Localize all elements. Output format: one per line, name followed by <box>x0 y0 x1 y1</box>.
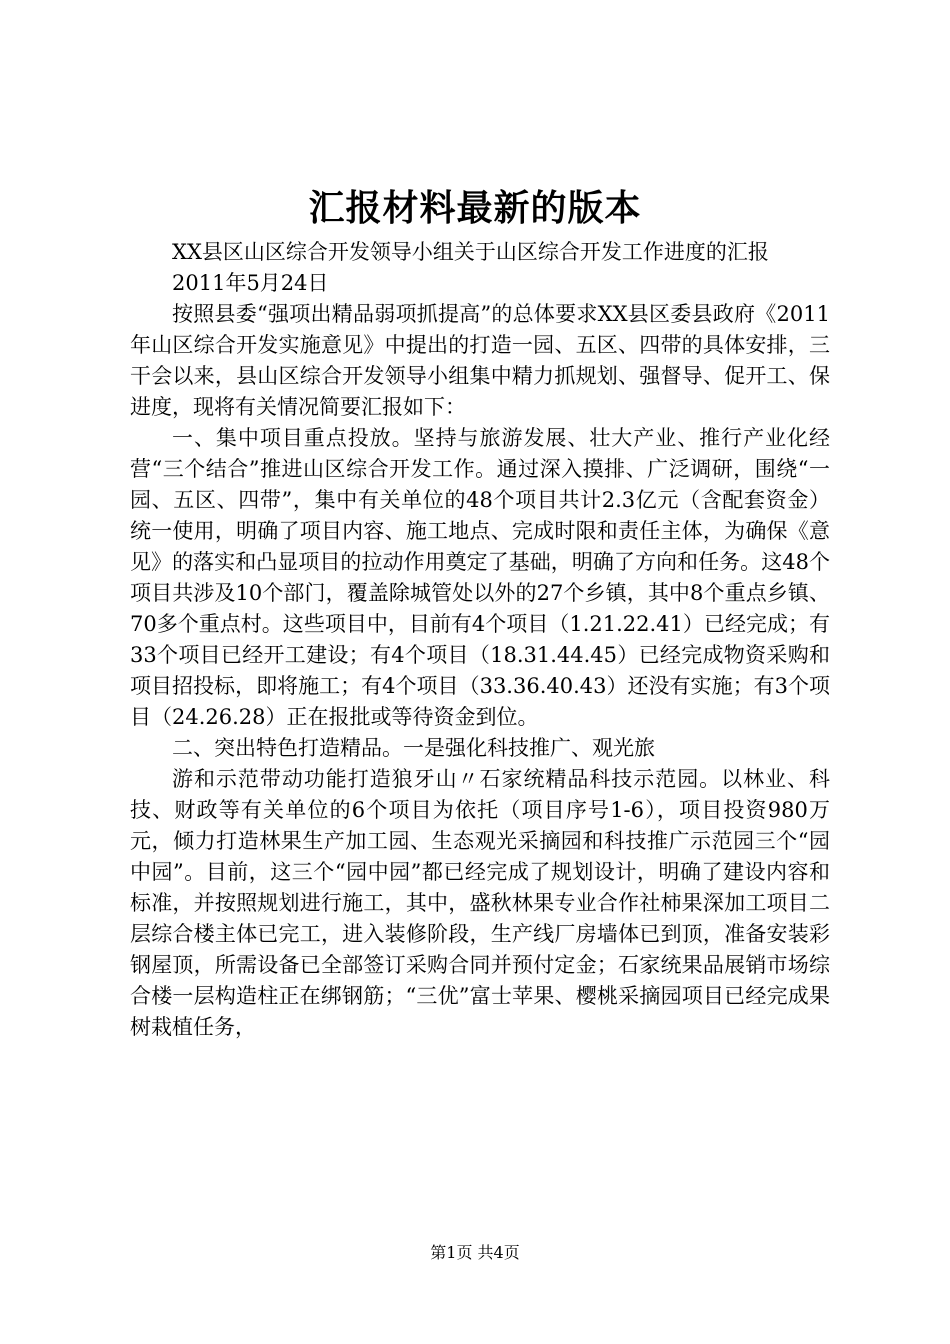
page-footer: 第1页 共4页 <box>430 1243 520 1262</box>
document-body <box>130 237 830 1043</box>
paragraph-intro: 按照县委“强项出精品弱项抓提高”的总体要求XX县区委县政府《2011年山区综合开发实施意见》中提出的打造一园、五区、四带的具体安排，三干会以来，县山区综合开发领导小组集中精力抓规划、强督导、促开工、保进度，现将有关情况简要汇报如下： <box>130 302 830 419</box>
paragraph-section-one: 一、集中项目重点投放。坚持与旅游发展、壮大产业、推行产业化经营“三个结合”推进山区综合开发工作。通过深入摸排、广泛调研，围绕“一园、五区、四带”，集中有关单位的48个项目共计2.3亿元（含配套资金）统一使用，明确了项目内容、施工地点、完成时限和责任主体，为确保《意见》的落实和凸显项目的拉动作用奠定了基础，明确了方向和任务。这48个项目共涉及10个部门，覆盖除城管处以外的27个乡镇，其中8个重点乡镇、70多个重点村。这些项目中，目前有4个项目（1.21.22.41）已经完成；有33个项目已经开工建设；有4个项目（18.31.44.45）已经完成物资采购和项目招投标，即将施工；有4个项目（33.36.40.43）还没有实施；有3个项目（24.26.28）正在报批或等待资金到位。 <box>130 426 830 729</box>
paragraph-section-two-continued: 游和示范带动功能打造狼牙山〃石家统精品科技示范园。以林业、科技、财政等有关单位的6个项目为依托（项目序号1-6），项目投资980万元，倾力打造林果生产加工园、生态观光采摘园和科技推广示范园三个“园中园”。目前，这三个“园中园”都已经完成了规划设计，明确了建设内容和标准，并按照规划进行施工，其中，盛秋林果专业合作社柿果深加工项目二层综合楼主体已完工，进入装修阶段，生产线厂房墙体已到顶，准备安装彩钢屋顶，所需设备已全部签订采购合同并预付定金；石家统果品展销市场综合楼一层构造柱正在绑钢筋；“三优”富士苹果、樱桃采摘园项目已经完成果树栽植任务， <box>130 767 830 1039</box>
paragraph-section-two: 二、突出特色打造精品。一是强化科技推广、观光旅 <box>172 736 655 760</box>
paragraph-date: 2011年5月24日 <box>172 271 329 295</box>
paragraph-heading: XX县区山区综合开发领导小组关于山区综合开发工作进度的汇报 <box>172 240 769 264</box>
document-title: 汇报材料最新的版本 <box>308 187 642 229</box>
